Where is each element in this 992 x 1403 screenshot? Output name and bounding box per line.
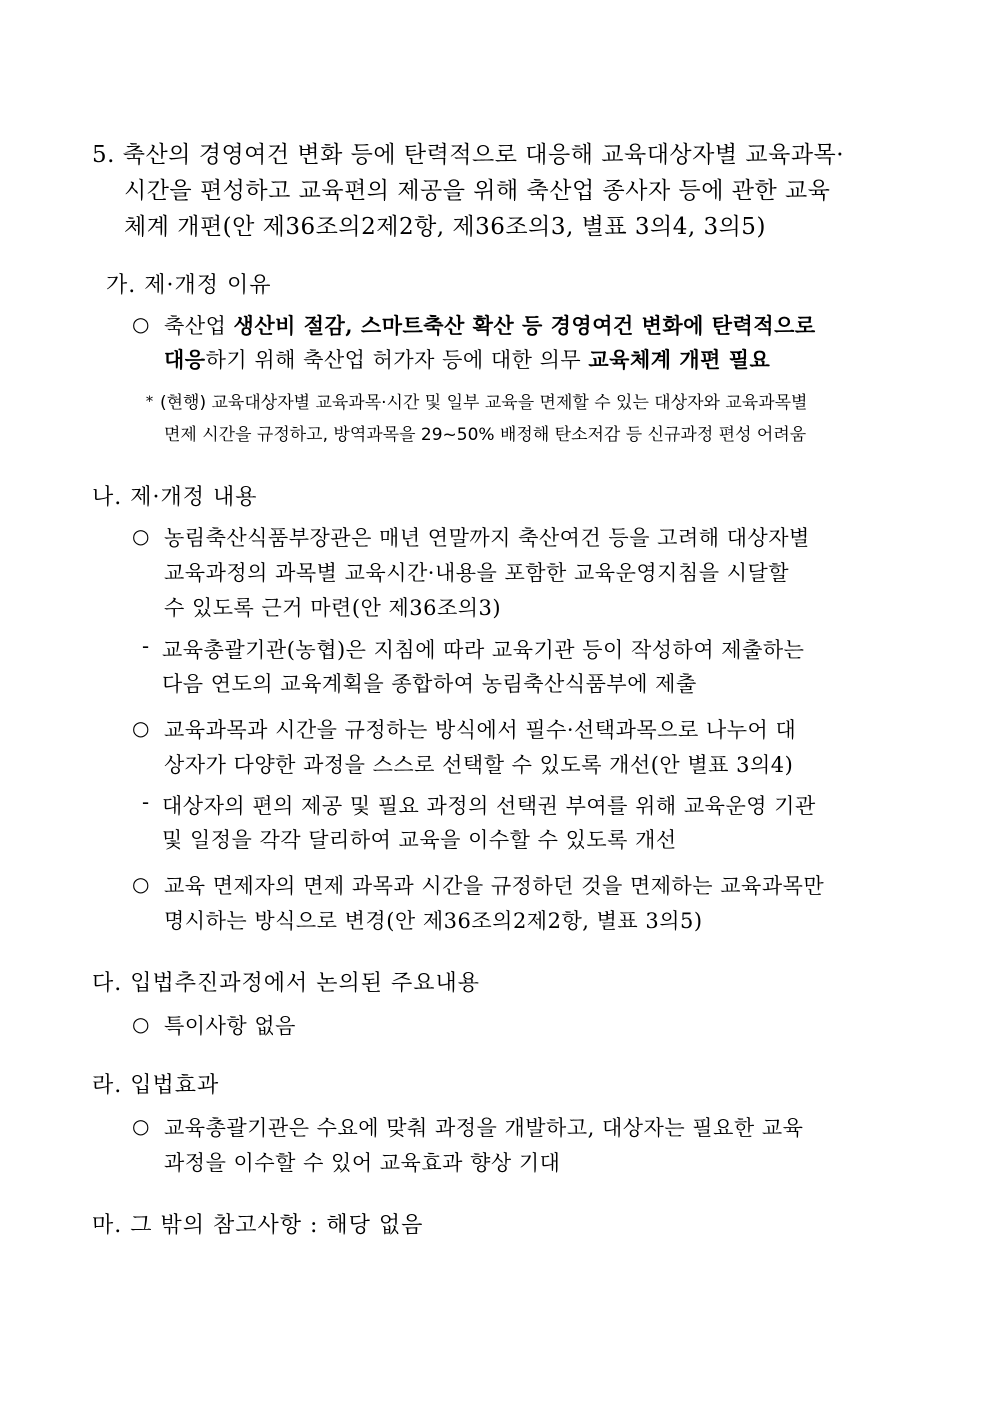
ga-bullet-1-line-2 [164, 344, 770, 374]
ga-b1-l1-plain: 축산업 [164, 314, 234, 338]
dash-bullet-icon: - [142, 634, 150, 658]
na-bullet-3-line-1: 교육 면제자의 면제 과목과 시간을 규정하던 것을 면제하는 교육과목만 [164, 874, 825, 898]
section-5-line-1: 5. 축산의 경영여건 변화 등에 탄력적으로 대응해 교육대상자별 교육과목· [92, 142, 845, 168]
ga-b1-l2-bold-a: 대응 [164, 347, 206, 372]
circle-bullet-icon: ○ [132, 872, 150, 896]
na-bullet-2-line-1: 교육과목과 시간을 규정하는 방식에서 필수·선택과목으로 나누어 대 [164, 718, 797, 742]
na-dash-2-line-2: 및 일정을 각각 달리하여 교육을 이수할 수 있도록 개선 [162, 828, 677, 852]
na-bullet-2-line-2: 상자가 다양한 과정을 스스로 선택할 수 있도록 개선(안 별표 3의4) [164, 753, 794, 777]
circle-bullet-icon: ○ [132, 1114, 150, 1138]
na-bullet-3-line-2: 명시하는 방식으로 변경(안 제36조의2제2항, 별표 3의5) [164, 909, 703, 933]
da-heading: 다. 입법추진과정에서 논의된 주요내용 [92, 971, 481, 996]
ra-bullet-1-line-1: 교육총괄기관은 수요에 맞춰 과정을 개발하고, 대상자는 필요한 교육 [164, 1116, 804, 1140]
na-dash-2-line-1: 대상자의 편의 제공 및 필요 과정의 선택권 부여를 위해 교육운영 기관 [162, 794, 816, 818]
ga-note-line-1: (현행) 교육대상자별 교육과목·시간 및 일부 교육을 면제할 수 있는 대상자와 교육과목별 [160, 393, 808, 413]
da-bullet-1: 특이사항 없음 [164, 1014, 296, 1038]
circle-bullet-icon: ○ [132, 524, 150, 548]
ra-bullet-1-line-2: 과정을 이수할 수 있어 교육효과 향상 기대 [164, 1151, 561, 1175]
circle-bullet-icon: ○ [132, 1012, 150, 1036]
ma-heading: 마. 그 밖의 참고사항 : 해당 없음 [92, 1213, 424, 1238]
na-bullet-1-line-1: 농림축산식품부장관은 매년 연말까지 축산여건 등을 고려해 대상자별 [164, 526, 810, 550]
na-heading: 나. 제·개정 내용 [92, 485, 258, 510]
footnote-asterisk-icon: * [146, 394, 153, 410]
ga-note-line-2: 면제 시간을 규정하고, 방역과목을 29~50% 배정해 탄소저감 등 신규과정 편성 어려움 [164, 425, 807, 445]
section-5-line-3: 체계 개편(안 제36조의2제2항, 제36조의3, 별표 3의4, 3의5) [124, 214, 766, 240]
na-bullet-1-line-2: 교육과정의 과목별 교육시간·내용을 포함한 교육운영지침을 시달할 [164, 561, 790, 585]
ga-b1-l2-bold-b: 교육체계 개편 필요 [588, 347, 771, 372]
na-dash-1-line-2: 다음 연도의 교육계획을 종합하여 농림축산식품부에 제출 [162, 672, 697, 696]
ga-bullet-1-line-1 [164, 310, 816, 340]
section-5-line-2: 시간을 편성하고 교육편의 제공을 위해 축산업 종사자 등에 관한 교육 [124, 178, 831, 204]
na-bullet-1-line-3: 수 있도록 근거 마련(안 제36조의3) [164, 596, 502, 620]
circle-bullet-icon: ○ [132, 716, 150, 740]
na-dash-1-line-1: 교육총괄기관(농협)은 지침에 따라 교육기관 등이 작성하여 제출하는 [162, 638, 805, 662]
ga-b1-l2-plain: 하기 위해 축산업 허가자 등에 대한 의무 [205, 348, 589, 372]
dash-bullet-icon: - [142, 790, 150, 814]
circle-bullet-icon: ○ [132, 312, 150, 336]
ga-heading: 가. 제·개정 이유 [106, 273, 272, 298]
ga-b1-l1-bold: 생산비 절감, 스마트축산 확산 등 경영여건 변화에 탄력적으로 [233, 313, 816, 338]
ra-heading: 라. 입법효과 [92, 1073, 220, 1098]
